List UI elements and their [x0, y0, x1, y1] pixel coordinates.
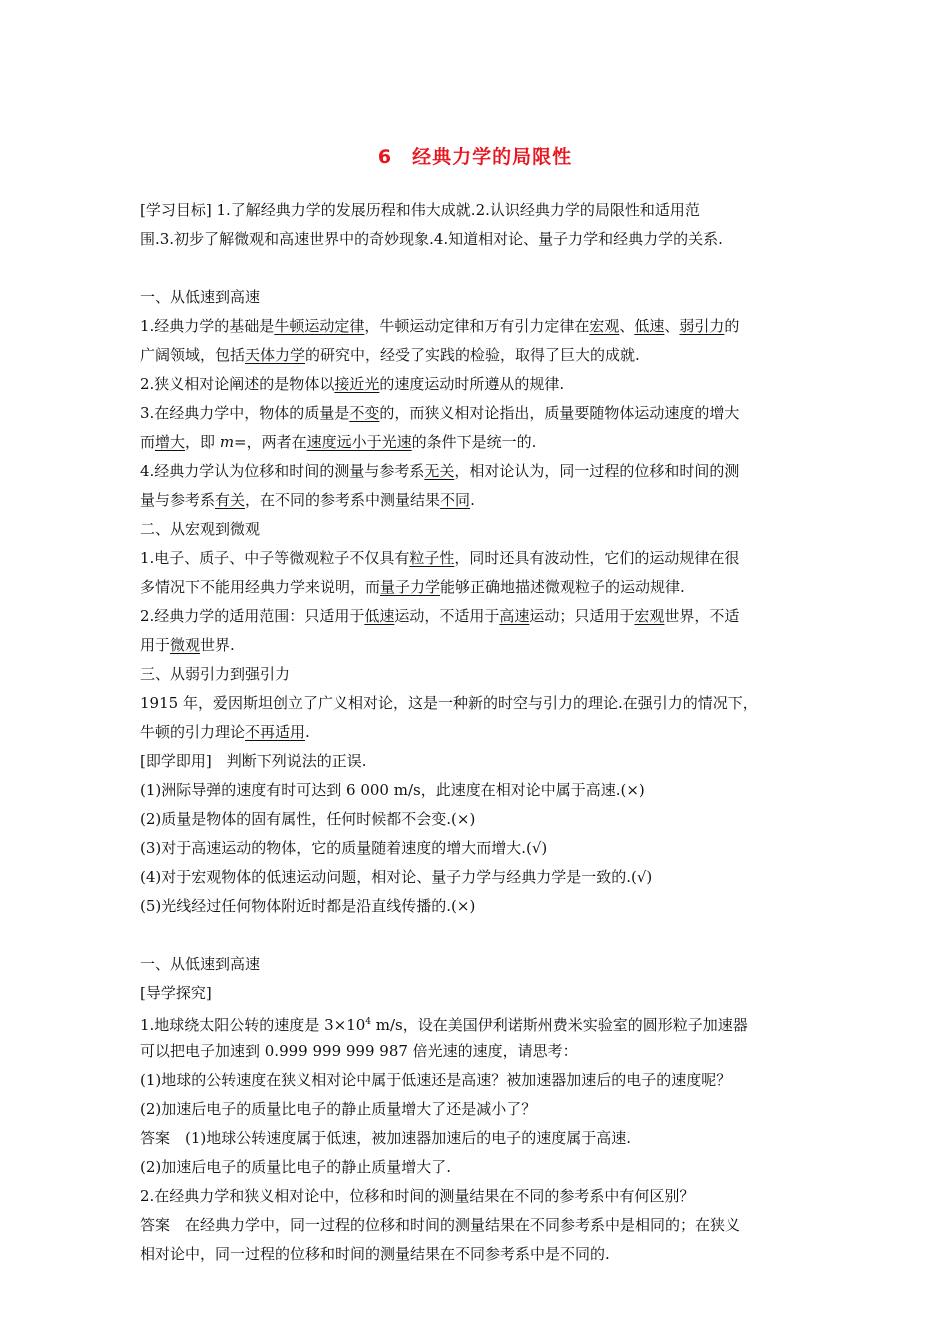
text-segment: 、	[664, 317, 680, 335]
section-heading-part2: 一、从低速到高速	[140, 955, 261, 973]
blank-answer: 粒子性	[409, 549, 455, 567]
quiz-label: [即学即用]	[140, 752, 212, 770]
paragraph-s2-p1-line2	[140, 573, 816, 602]
exponent: 4	[365, 1017, 372, 1027]
blank-answer: 无关	[424, 462, 455, 480]
paragraph-s2-p2-line2	[140, 631, 816, 660]
quiz-item: (3)对于高速运动的物体，它的质量随着速度的增大而增大.(√)	[140, 839, 548, 857]
text-segment: 1.了解经典力学的发展历程和伟大成就.2.认识经典力学的局限性和适用范	[211, 201, 700, 219]
text-segment: ，牛顿运动定律和万有引力定律在	[364, 317, 590, 335]
mass-symbol: m	[219, 433, 235, 451]
blank-answer: 宏观	[589, 317, 620, 335]
blank-answer: 量子力学	[380, 578, 441, 596]
text-segment: 的研究中，经受了实践的检验，取得了巨大的成就.	[305, 346, 640, 364]
blank-answer: 不变	[349, 404, 380, 422]
paragraph-s2-p1-line1	[140, 544, 816, 573]
text-segment: 2.狭义相对论阐述的是物体以	[140, 375, 335, 393]
text-segment: 2.经典力学的适用范围：只适用于	[140, 607, 365, 625]
blank-answer: 不再适用	[245, 723, 306, 741]
quiz-intro	[140, 747, 816, 776]
text-segment: 、	[619, 317, 635, 335]
text-segment: 的速度运动时所遵从的规律.	[379, 375, 565, 393]
blank-answer: 弱引力	[679, 317, 725, 335]
quiz-item: (5)光线经过任何物体附近时都是沿直线传播的.(×)	[140, 897, 476, 915]
page-title: 6 经典力学的局限性	[377, 146, 573, 168]
text-segment: =，两者在	[234, 433, 307, 451]
blank-answer: 不同	[440, 491, 471, 509]
text-segment: 的条件下是统一的.	[411, 433, 537, 451]
text-segment: ，即	[185, 433, 220, 451]
blank-answer: 低速	[634, 317, 665, 335]
paragraph-s1-p3-line1	[140, 399, 816, 428]
text-segment: ，在不同的参考系中测量结果	[245, 491, 441, 509]
paragraph-s1-p4-line2	[140, 486, 816, 515]
quiz-item: (2)质量是物体的固有属性，任何时候都不会变.(×)	[140, 810, 476, 828]
objectives-line-2: 围.3.初步了解微观和高速世界中的奇妙现象.4.知道相对论、量子力学和经典力学的关系.	[140, 230, 723, 248]
paragraph-s3-p1-line2	[140, 718, 816, 747]
section-heading-2: 二、从宏观到微观	[140, 520, 261, 538]
spacer	[140, 254, 816, 283]
document-body	[140, 196, 816, 1269]
blank-answer: 有关	[215, 491, 246, 509]
text-segment: 运动；只适用于	[529, 607, 635, 625]
text-segment: 而	[140, 433, 156, 451]
paragraph-s3-p1-line1: 1915 年，爱因斯坦创立了广义相对论，这是一种新的时空与引力的理论.在强引力的情况下，	[140, 694, 758, 712]
text-segment: 判断下列说法的正误.	[211, 752, 367, 770]
text-segment: 多情况下不能用经典力学来说明，而	[140, 578, 381, 596]
text-segment: 广阔领域，包括	[140, 346, 246, 364]
text-segment: 3.在经典力学中，物体的质量是	[140, 404, 350, 422]
paragraph-s1-p4-line1	[140, 457, 816, 486]
blank-answer: 微观	[170, 636, 201, 654]
question-1-line2: 可以把电子加速到 0.999 999 999 987 倍光速的速度，请思考：	[140, 1042, 578, 1060]
text-segment: 能够正确地描述微观粒子的运动规律.	[440, 578, 685, 596]
blank-answer: 高速	[499, 607, 530, 625]
text-segment: .	[305, 723, 310, 741]
blank-answer: 牛顿运动定律	[274, 317, 365, 335]
text-segment: .	[470, 491, 475, 509]
blank-answer: 宏观	[634, 607, 665, 625]
blank-answer: 增大	[155, 433, 186, 451]
blank-answer: 速度远小于光速	[306, 433, 412, 451]
answer-2-line1: 答案 在经典力学中，同一过程的位移和时间的测量结果在不同参考系中是相同的；在狭义	[140, 1216, 741, 1234]
text-segment: ，相对论认为，同一过程的位移和时间的测	[454, 462, 740, 480]
text-segment: 量与参考系	[140, 491, 216, 509]
text-segment: 用于	[140, 636, 171, 654]
text-segment: 牛顿的引力理论	[140, 723, 246, 741]
answer-2-line2: 相对论中，同一过程的位移和时间的测量结果在不同参考系中是不同的.	[140, 1245, 610, 1263]
text-segment: 4.经典力学认为位移和时间的测量与参考系	[140, 462, 425, 480]
objectives-line-1	[140, 196, 816, 225]
section-heading-3: 三、从弱引力到强引力	[140, 665, 291, 683]
text-segment: 世界，不适	[664, 607, 740, 625]
paragraph-s1-p1-line2	[140, 341, 816, 370]
text-segment: ，同时还具有波动性，它们的运动规律在很	[454, 549, 740, 567]
answer-1-line1: 答案 (1)地球公转速度属于低速，被加速器加速后的电子的速度属于高速.	[140, 1129, 632, 1147]
question-1-sub2: (2)加速后电子的质量比电子的静止质量增大了还是减小了？	[140, 1100, 537, 1118]
text-segment: 1.电子、质子、中子等微观粒子不仅具有	[140, 549, 410, 567]
paragraph-s1-p1-line1	[140, 312, 816, 341]
text-segment: 1.经典力学的基础是	[140, 317, 275, 335]
blank-answer: 接近光	[334, 375, 380, 393]
paragraph-s1-p2	[140, 370, 816, 399]
question-2: 2.在经典力学和狭义相对论中，位移和时间的测量结果在不同的参考系中有何区别？	[140, 1187, 695, 1205]
blank-answer: 天体力学	[245, 346, 306, 364]
text-segment: 的，而狭义相对论指出，质量要随物体运动速度的增大	[379, 404, 740, 422]
text-segment: 1.地球绕太阳公转的速度是 3×10	[140, 1016, 366, 1034]
question-1-sub1: (1)地球的公转速度在狭义相对论中属于低速还是高速？被加速器加速后的电子的速度呢？	[140, 1071, 732, 1089]
text-segment: 世界.	[200, 636, 235, 654]
answer-1-line2: (2)加速后电子的质量比电子的静止质量增大了.	[140, 1158, 452, 1176]
paragraph-s2-p2-line1	[140, 602, 816, 631]
spacer	[140, 921, 816, 950]
paragraph-s1-p3-line2	[140, 428, 816, 457]
text-segment: 的	[724, 317, 740, 335]
text-segment: 运动，不适用于	[394, 607, 500, 625]
question-1-line1	[140, 1008, 816, 1037]
objectives-label: [学习目标]	[140, 201, 212, 219]
guided-inquiry-label: [导学探究]	[140, 984, 212, 1002]
text-segment: m/s，设在美国伊利诺斯州费米实验室的圆形粒子加速器	[371, 1016, 748, 1034]
quiz-item: (4)对于宏观物体的低速运动问题，相对论、量子力学与经典力学是一致的.(√)	[140, 868, 653, 886]
blank-answer: 低速	[364, 607, 395, 625]
section-heading-1: 一、从低速到高速	[140, 288, 261, 306]
quiz-item: (1)洲际导弹的速度有时可达到 6 000 m/s，此速度在相对论中属于高速.(×)	[140, 781, 645, 799]
